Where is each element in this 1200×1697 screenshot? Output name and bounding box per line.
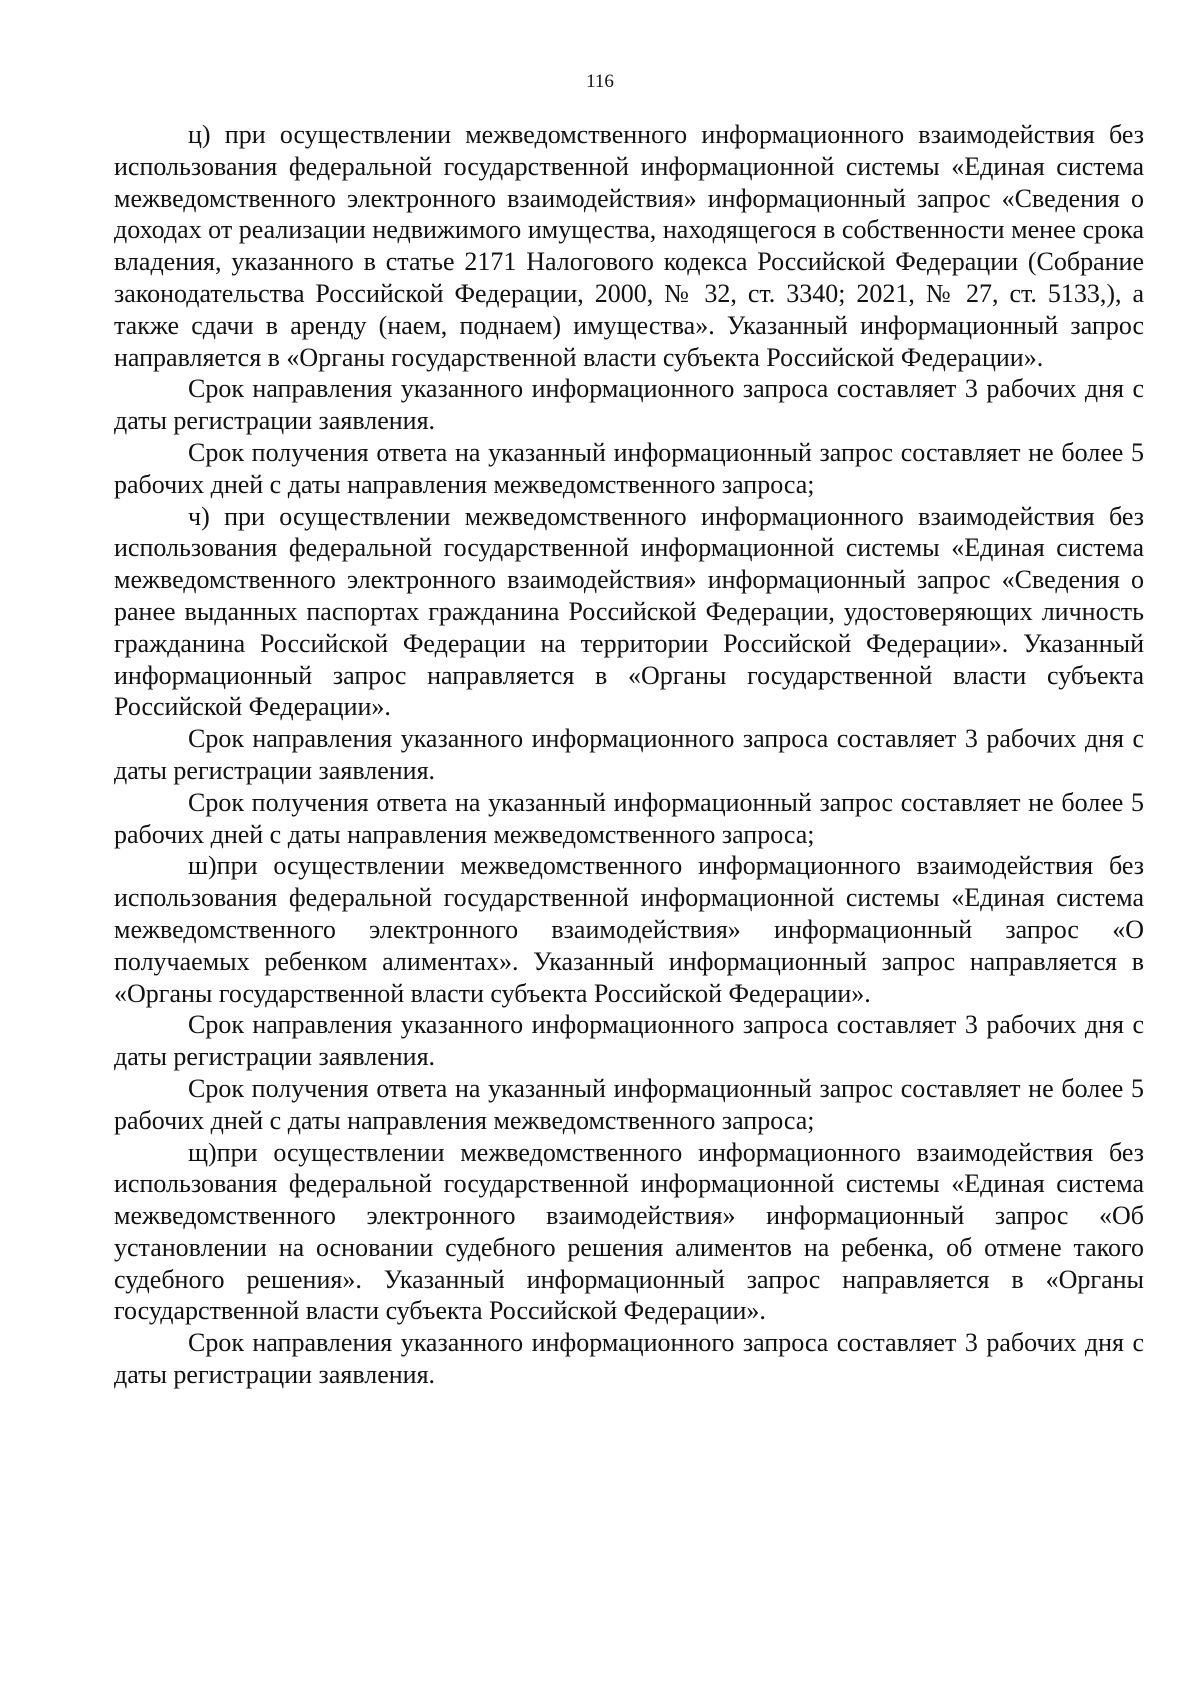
paragraph-response-deadline: Срок получения ответа на указанный информационный запрос составляет не более 5 рабочих дней с даты направления межведомственного запроса; — [114, 437, 1144, 499]
paragraph-ch-request: ч) при осуществлении межведомственного информационного взаимодействия без использования федеральной государственной информационной системы «Единая система межведомственного электронного взаимодействия» информационный запрос «Сведения о ранее выданных паспортах гражданина Российской Федерации, удостоверяющих личность гражданина Российской Федерации на территории Российской Федерации». Указанный информационный запрос направляется в «Органы государственной власти субъекта Российской Федерации». — [114, 501, 1144, 722]
paragraph-send-deadline: Срок направления указанного информационного запроса составляет 3 рабочих дня с даты регистрации заявления. — [114, 1010, 1144, 1072]
paragraph-sh-request: ш)при осуществлении межведомственного информационного взаимодействия без использования федеральной государственной информационной системы «Единая система межведомственного электронного взаимодействия» информационный запрос «О получаемых ребенком алиментах». Указанный информационный запрос направляется в «Органы государственной власти субъекта Российской Федерации». — [114, 851, 1144, 1008]
paragraph-send-deadline: Срок направления указанного информационного запроса составляет 3 рабочих дня с даты регистрации заявления. — [114, 724, 1144, 785]
paragraph-shch-request: щ)при осуществлении межведомственного информационного взаимодействия без использования федеральной государственной информационной системы «Единая система межведомственного электронного взаимодействия» информационный запрос «Об установлении на основании судебного решения алиментов на ребенка, об отмене такого судебного решения». Указанный информационный запрос направляется в «Органы государственной власти субъекта Российской Федерации». — [114, 1137, 1144, 1326]
document-body — [114, 119, 1144, 1391]
paragraph-send-deadline: Срок направления указанного информационного запроса составляет 3 рабочих дня с даты регистрации заявления. — [114, 374, 1144, 436]
page-number: 116 — [586, 71, 614, 92]
paragraph-send-deadline: Срок направления указанного информационного запроса составляет 3 рабочих дня с даты регистрации заявления. — [114, 1328, 1144, 1390]
paragraph-response-deadline: Срок получения ответа на указанный информационный запрос составляет не более 5 рабочих дней с даты направления межведомственного запроса; — [114, 787, 1144, 849]
paragraph-response-deadline: Срок получения ответа на указанный информационный запрос составляет не более 5 рабочих дней с даты направления межведомственного запроса; — [114, 1073, 1144, 1135]
paragraph-ts-request: ц) при осуществлении межведомственного информационного взаимодействия без использования федеральной государственной информационной системы «Единая система межведомственного электронного взаимодействия» информационный запрос «Сведения о доходах от реализации недвижимого имущества, находящегося в собственности менее срока владения, указанного в статье 2171 Налогового кодекса Российской Федерации (Собрание законодательства Российской Федерации, 2000, № 32, ст. 3340; 2021, № 27, ст. 5133,), а также сдачи в аренду (наем, поднаем) имущества». Указанный информационный запрос направляется в «Органы государственной власти субъекта Российской Федерации». — [114, 120, 1144, 372]
